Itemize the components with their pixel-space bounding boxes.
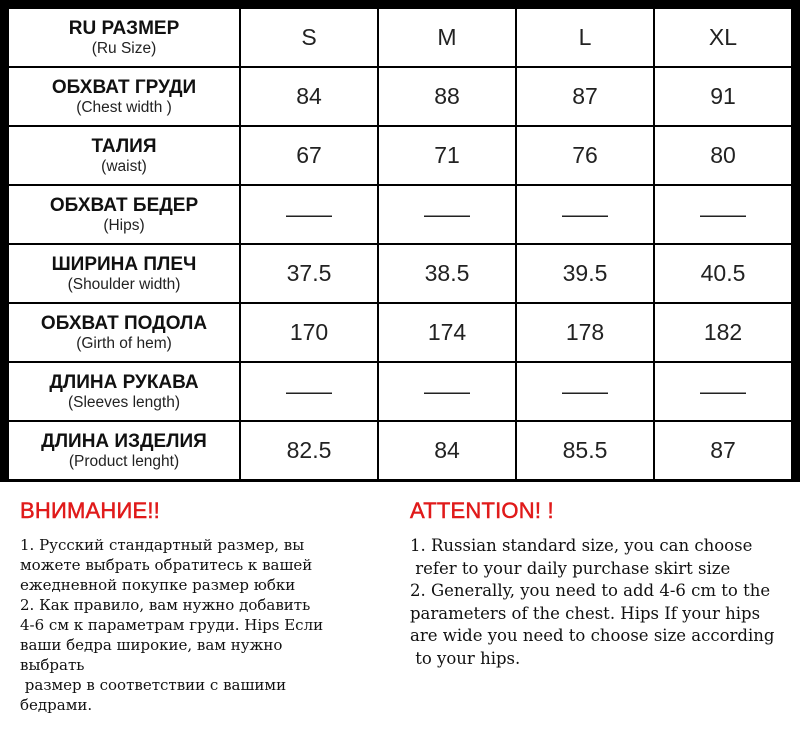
table-cell: 40.5 [655, 245, 791, 302]
row-label-en: (Girth of hem) [76, 334, 172, 352]
table-cell: —— [517, 363, 653, 420]
table-cell: 67 [241, 127, 377, 184]
row-label-en: (Product lenght) [68, 452, 180, 470]
table-cell: —— [241, 363, 377, 420]
note-line: 1. Русский стандартный размер, вы [20, 536, 305, 554]
row-label [9, 127, 239, 184]
attention-title-en: ATTENTION! ! [410, 498, 554, 523]
attention-note-ru [20, 498, 390, 715]
table-cell: 182 [655, 304, 791, 361]
table-row [9, 245, 791, 302]
attention-text-ru [20, 535, 390, 715]
attention-text-en [410, 535, 795, 670]
size-table [7, 7, 793, 481]
table-cell: 91 [655, 68, 791, 125]
table-row [9, 422, 791, 479]
table-row [9, 186, 791, 243]
row-label-ru: RU РАЗМЕР [68, 17, 180, 39]
note-line: 2. Generally, you need to add 4-6 cm to the [410, 581, 771, 600]
note-line: to your hips. [410, 648, 521, 668]
table-cell: 178 [517, 304, 653, 361]
row-label-en: (Chest width ) [76, 98, 172, 116]
table-cell: 71 [379, 127, 515, 184]
table-cell: 38.5 [379, 245, 515, 302]
table-cell: 87 [655, 422, 791, 479]
table-cell: XL [655, 9, 791, 66]
table-cell: 87 [517, 68, 653, 125]
row-label [9, 422, 239, 479]
table-row [9, 9, 791, 66]
table-cell: 84 [379, 422, 515, 479]
table-cell: 174 [379, 304, 515, 361]
table-cell: 39.5 [517, 245, 653, 302]
row-label-en: (waist) [101, 157, 147, 175]
note-line: размер в соответствии с вашими [20, 676, 287, 694]
table-cell: 84 [241, 68, 377, 125]
table-row [9, 68, 791, 125]
table-cell: —— [655, 186, 791, 243]
table-row [9, 363, 791, 420]
row-label-ru: ДЛИНА РУКАВА [49, 371, 199, 393]
table-cell: 80 [655, 127, 791, 184]
row-label [9, 68, 239, 125]
table-cell: 170 [241, 304, 377, 361]
table-cell: —— [379, 186, 515, 243]
row-label-ru: ДЛИНА ИЗДЕЛИЯ [41, 430, 207, 452]
note-line: parameters of the chest. Hips If your hips [410, 603, 761, 623]
table-cell: —— [241, 186, 377, 243]
table-row [9, 304, 791, 361]
note-line: refer to your daily purchase skirt size [410, 558, 731, 578]
row-label-ru: ОБХВАТ ПОДОЛА [40, 312, 208, 334]
row-label-en: (Ru Size) [91, 39, 157, 57]
row-label-en: (Sleeves length) [67, 393, 180, 411]
table-row [9, 127, 791, 184]
note-line: 4-6 см к параметрам груди. Hips Если [20, 616, 324, 634]
row-label-ru: ОБХВАТ БЕДЕР [49, 194, 199, 216]
table-cell: —— [655, 363, 791, 420]
note-line: are wide you need to choose size according [410, 626, 775, 645]
note-line: ежедневной покупке размер юбки [20, 576, 296, 594]
table-cell: M [379, 9, 515, 66]
row-label [9, 9, 239, 66]
table-cell: 85.5 [517, 422, 653, 479]
note-line: 2. Как правило, вам нужно добавить [20, 596, 311, 614]
row-label [9, 363, 239, 420]
row-label [9, 304, 239, 361]
table-cell: L [517, 9, 653, 66]
attention-note-en [410, 498, 795, 670]
note-line: можете выбрать обратитесь к вашей [20, 556, 313, 574]
note-line: ваши бедра широкие, вам нужно [20, 636, 283, 654]
row-label-ru: ТАЛИЯ [91, 135, 157, 157]
note-line: 1. Russian standard size, you can choose [410, 536, 753, 555]
row-label-ru: ОБХВАТ ГРУДИ [51, 76, 197, 98]
note-line: выбрать [20, 656, 85, 674]
table-cell: 88 [379, 68, 515, 125]
table-cell: 82.5 [241, 422, 377, 479]
table-cell: —— [379, 363, 515, 420]
attention-title-ru: ВНИМАНИЕ!! [20, 498, 160, 523]
table-cell: —— [517, 186, 653, 243]
note-line: бедрами. [20, 696, 93, 714]
table-cell: S [241, 9, 377, 66]
table-cell: 76 [517, 127, 653, 184]
row-label [9, 186, 239, 243]
row-label-en: (Hips) [103, 216, 145, 234]
row-label-ru: ШИРИНА ПЛЕЧ [51, 253, 197, 275]
table-cell: 37.5 [241, 245, 377, 302]
row-label-en: (Shoulder width) [67, 275, 181, 293]
row-label [9, 245, 239, 302]
